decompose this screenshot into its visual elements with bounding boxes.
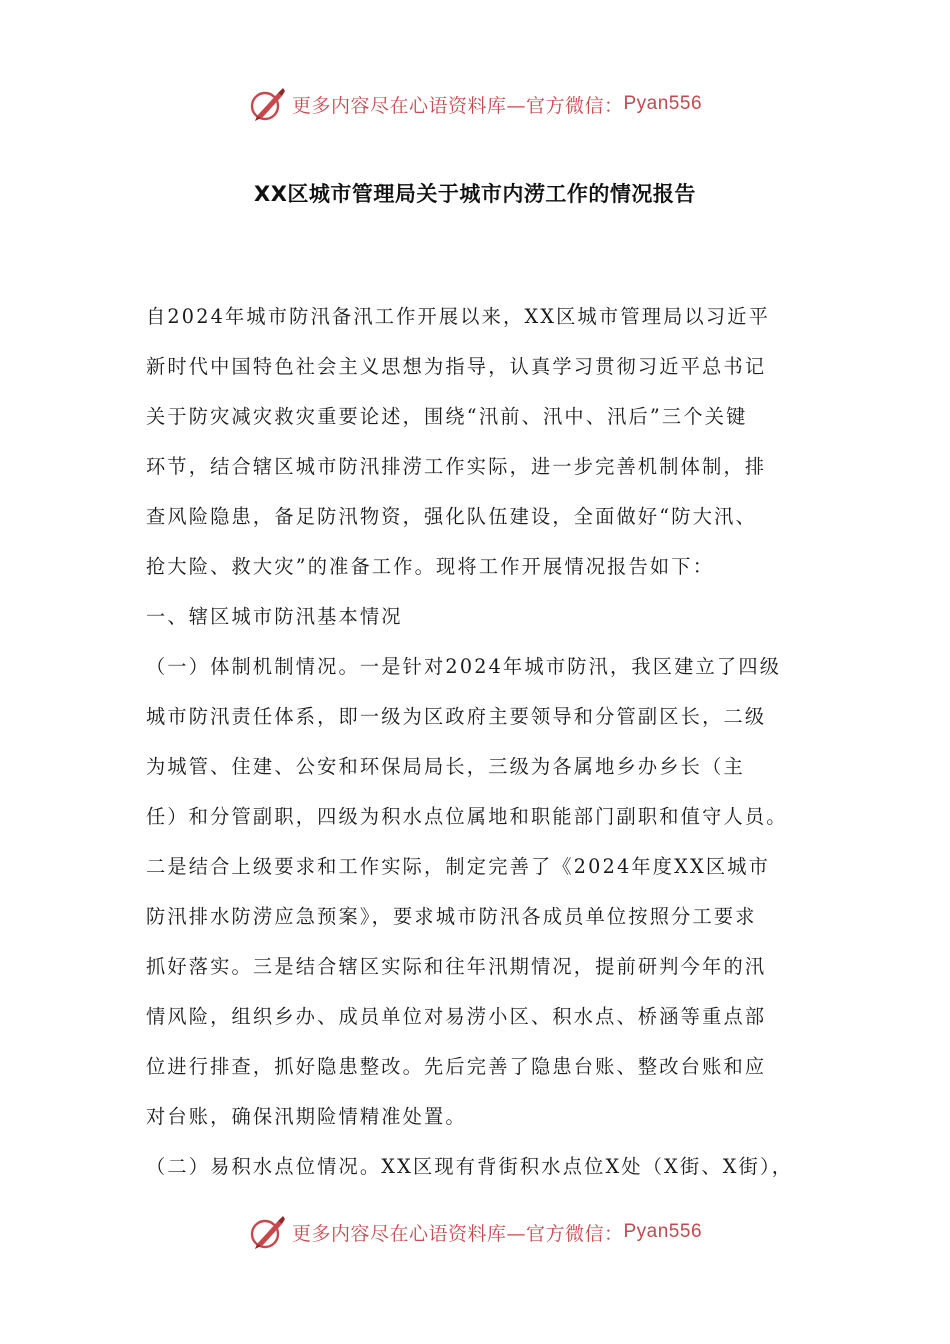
body-line: 城市防汛责任体系，即一级为区政府主要领导和分管副区长，二级 <box>146 705 767 728</box>
body-line: 为城管、住建、公安和环保局局长，三级为各属地乡办乡长（主 <box>146 755 745 778</box>
body-line: 一、辖区城市防汛基本情况 <box>146 605 403 628</box>
watermark-brand: Pyan556 <box>623 1221 703 1242</box>
body-line: 位进行排查，抓好隐患整改。先后完善了隐患台账、整改台账和应 <box>146 1055 767 1078</box>
body-line: 防汛排水防涝应急预案》，要求城市防汛各成员单位按照分工要求 <box>146 905 757 928</box>
body-line: 二是结合上级要求和工作实际，制定完善了《2024年度XX区城市 <box>146 855 771 878</box>
body-line: 抢大险、救大灾”的准备工作。现将工作开展情况报告如下： <box>146 555 715 578</box>
body-line: 自2024年城市防汛备汛工作开展以来，XX区城市管理局以习近平 <box>146 305 771 328</box>
body-line: 查风险隐患，备足防汛物资，强化队伍建设，全面做好“防大汛、 <box>146 505 757 528</box>
pen-logo-icon <box>248 1212 288 1252</box>
body-line: 环节，结合辖区城市防汛排涝工作实际，进一步完善机制体制，排 <box>146 455 767 478</box>
watermark-text: 更多内容尽在心语资料库—官方微信： <box>291 94 624 117</box>
document-title: XX区城市管理局关于城市内涝工作的情况报告 <box>254 182 696 206</box>
pen-logo-icon <box>248 84 288 124</box>
body-line: （一）体制机制情况。一是针对2024年城市防汛，我区建立了四级 <box>146 655 782 678</box>
body-line: 情风险，组织乡办、成员单位对易涝小区、积水点、桥涵等重点部 <box>146 1005 767 1028</box>
body-line: 抓好落实。三是结合辖区实际和往年汛期情况，提前研判今年的汛 <box>146 955 767 978</box>
body-line: 新时代中国特色社会主义思想为指导，认真学习贯彻习近平总书记 <box>146 355 767 378</box>
body-line: （二）易积水点位情况。XX区现有背街积水点位X处（X街、X街）， <box>146 1155 794 1178</box>
body-line: 任）和分管副职，四级为积水点位属地和职能部门副职和值守人员。 <box>146 805 788 828</box>
watermark-text: 更多内容尽在心语资料库—官方微信： <box>291 1222 624 1245</box>
watermark-brand: Pyan556 <box>623 93 703 114</box>
document-body <box>146 294 810 1194</box>
body-line: 对台账，确保汛期险情精准处置。 <box>146 1105 467 1128</box>
watermark-header <box>0 84 950 124</box>
body-line: 关于防灾减灾救灾重要论述，围绕“汛前、汛中、汛后”三个关键 <box>146 405 748 428</box>
watermark-footer <box>0 1212 950 1252</box>
